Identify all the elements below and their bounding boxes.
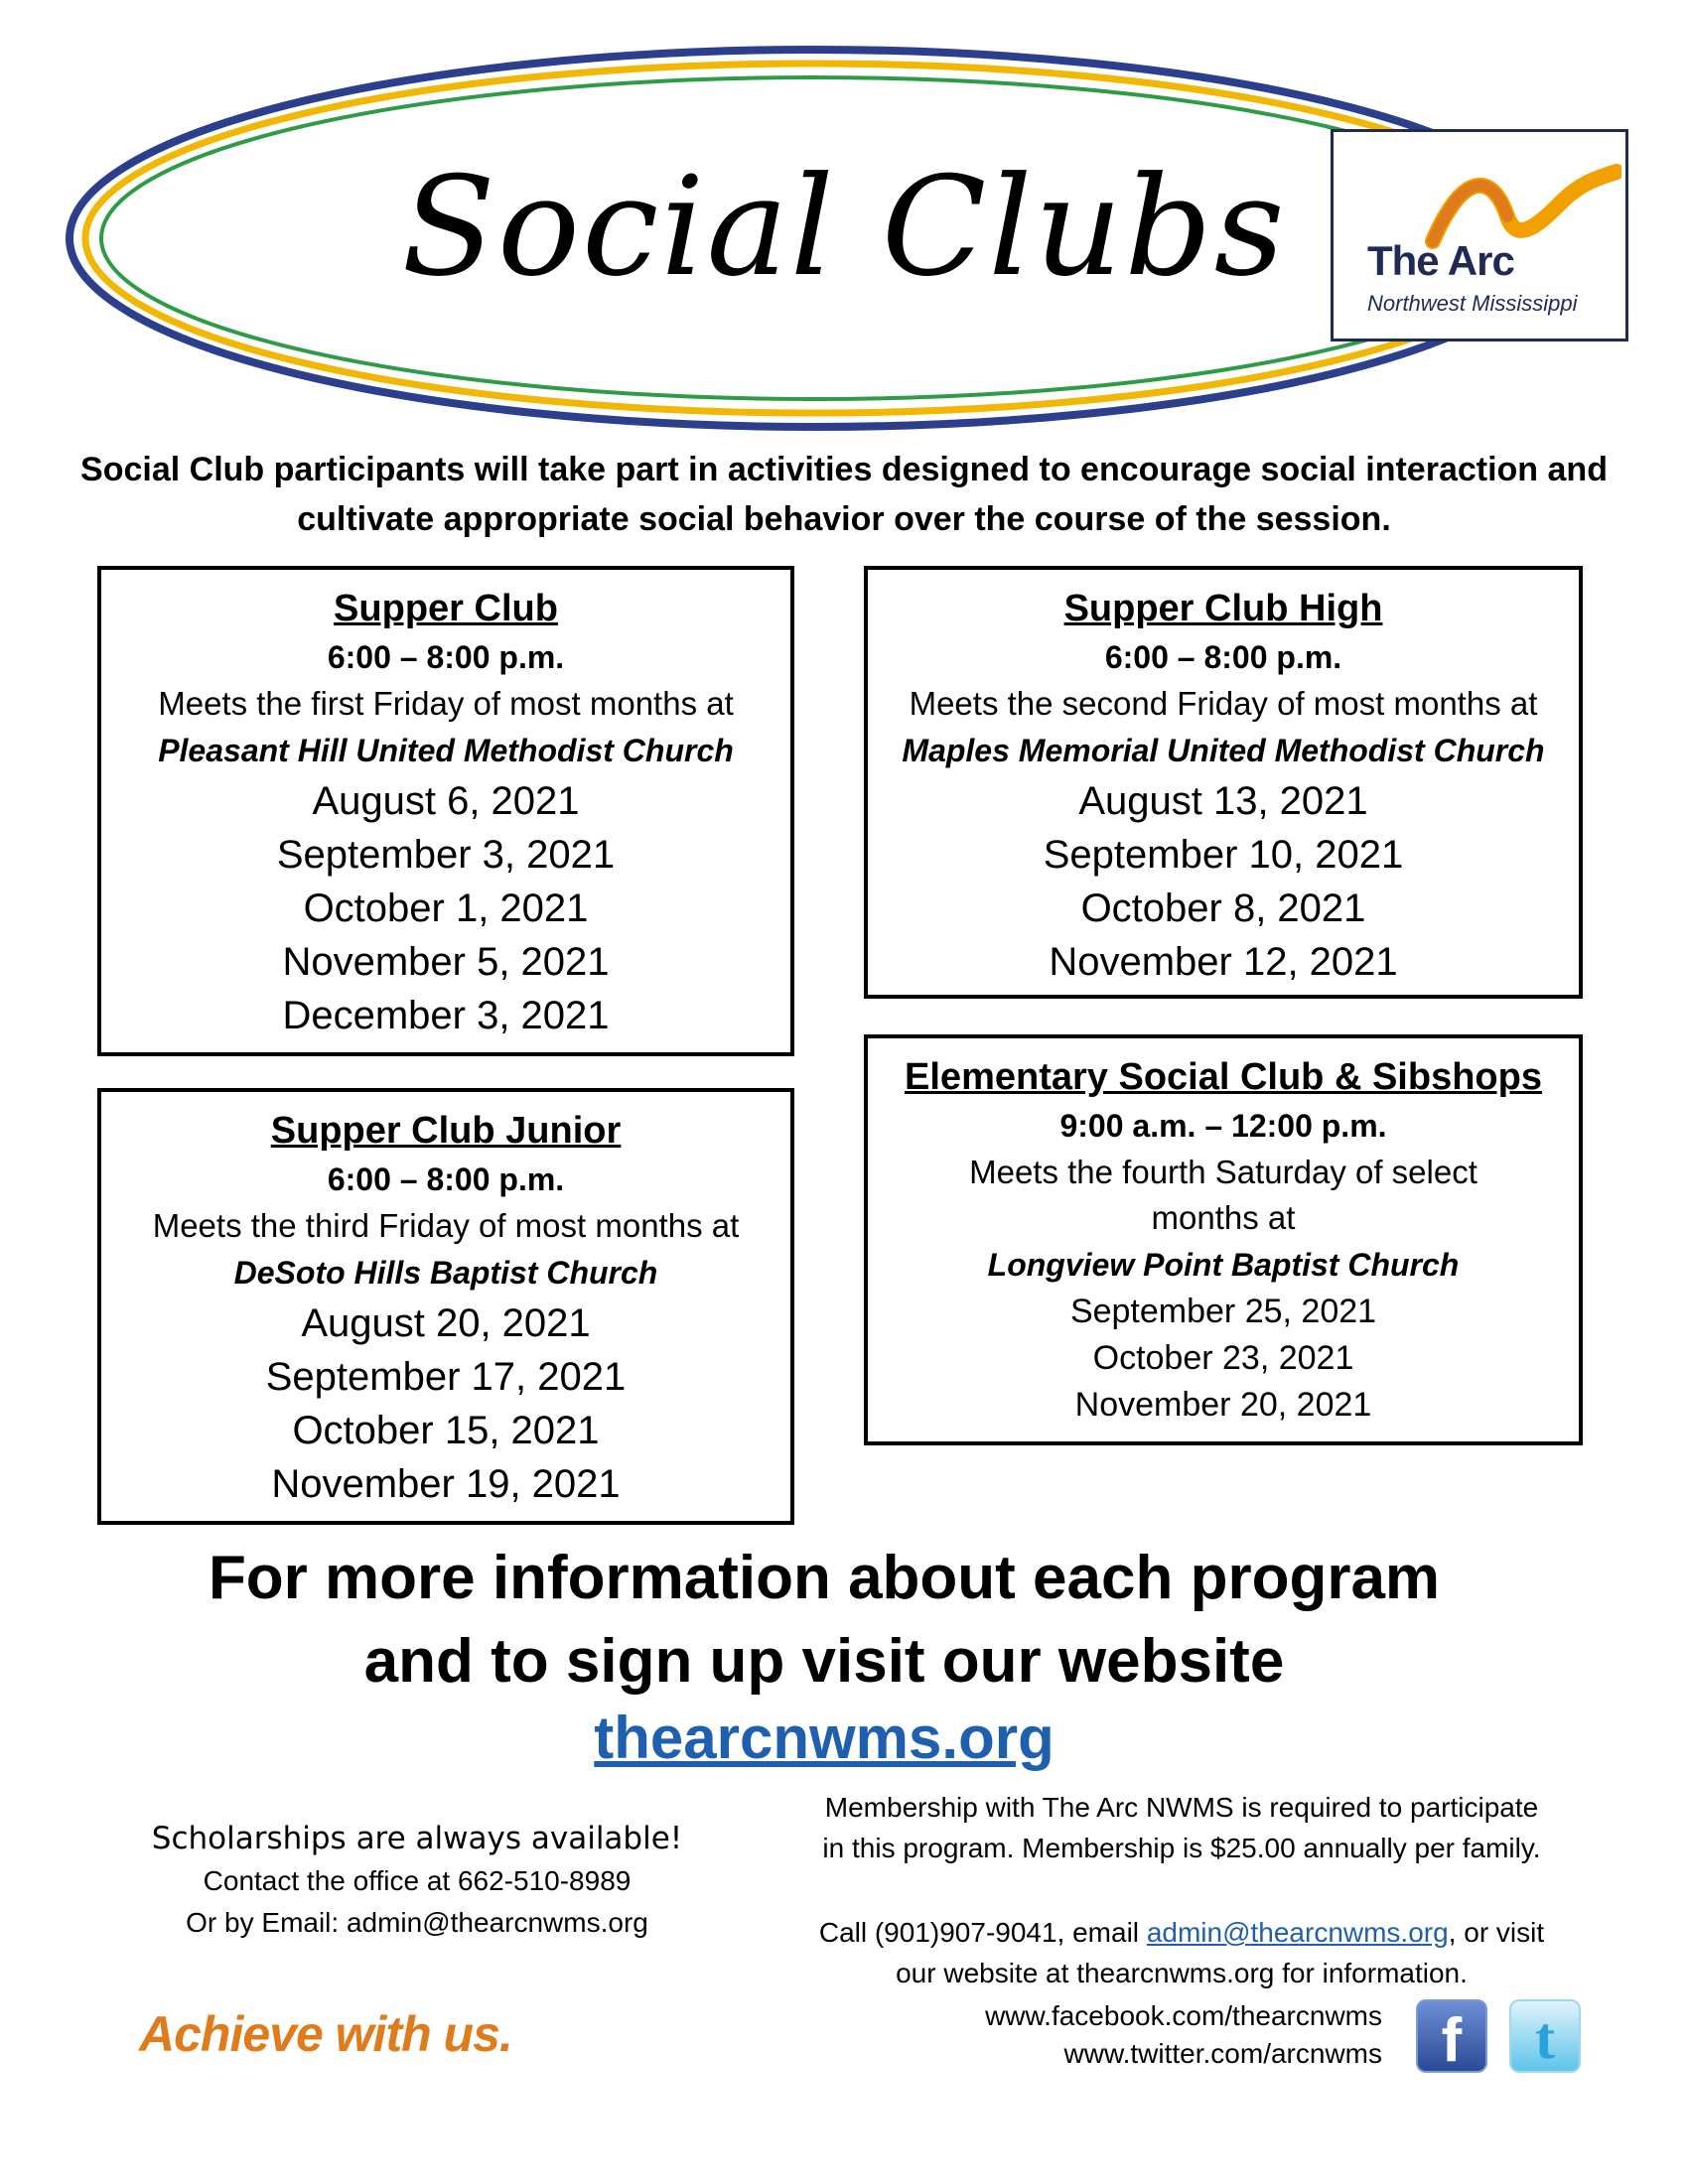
email-link[interactable]: admin@thearcnwms.org [1146,1917,1449,1948]
logo-name: The Arc [1367,237,1514,284]
club-meets: Meets the third Friday of most months at [152,1207,740,1244]
club-date: August 20, 2021 [301,1301,591,1345]
club-dates [868,774,1579,989]
club-date: November 12, 2021 [1049,940,1398,984]
club-date: October 15, 2021 [292,1409,600,1452]
club-date: September 25, 2021 [1069,1293,1377,1330]
club-place: Pleasant Hill United Methodist Church [158,733,734,768]
club-time: 9:00 a.m. – 12:00 p.m. [1059,1108,1387,1144]
club-date: August 6, 2021 [312,779,580,823]
membership-block [735,1787,1628,1993]
club-name: Elementary Social Club & Sibshops [905,1056,1542,1098]
club-box-supper-club-junior [97,1088,794,1525]
club-name: Supper Club [334,588,558,629]
membership-line-4: our website at thearcnwms.org for information. [896,1958,1468,1988]
intro-text: Social Club participants will take part in activities designed to encourage social interaction and cultivate appropriate social behavior over the course of the session. [80,451,1608,538]
membership-call-line [735,1912,1628,1953]
social-links [774,1997,1382,2073]
club-name: Supper Club High [1063,588,1383,629]
membership-line-2: in this program. Membership is $25.00 annually per family. [822,1833,1541,1863]
club-place: Maples Memorial United Methodist Church [902,733,1545,768]
scholarship-contact: Contact the office at 662-510-8989 [203,1865,632,1896]
more-info-line-1: For more information about each program [208,1544,1441,1612]
club-date: August 13, 2021 [1078,779,1368,823]
club-date: November 5, 2021 [282,940,610,984]
club-meets: Meets the fourth Saturday of select months at [969,1154,1477,1236]
club-meets: Meets the second Friday of most months at [909,685,1538,722]
club-dates [868,1289,1579,1429]
club-time: 6:00 – 8:00 p.m. [327,639,565,675]
club-date: November 20, 2021 [1074,1386,1372,1424]
club-place: Longview Point Baptist Church [987,1247,1460,1283]
club-box-elementary-social-club [864,1034,1583,1445]
logo-subtitle: Northwest Mississippi [1367,291,1578,316]
membership-line-1: Membership with The Arc NWMS is required to participate [824,1792,1539,1823]
club-date: October 8, 2021 [1080,887,1366,930]
club-date: September 10, 2021 [1043,833,1404,877]
club-date: November 19, 2021 [271,1462,621,1506]
club-date: October 1, 2021 [303,887,589,930]
scholarship-email: Or by Email: admin@thearcnwms.org [186,1907,648,1938]
club-date: September 17, 2021 [265,1355,627,1399]
page-title: Social Clubs [401,147,1287,307]
club-box-supper-club [97,566,794,1056]
club-date: October 23, 2021 [1092,1339,1354,1377]
facebook-url[interactable]: www.facebook.com/thearcnwms [985,2000,1382,2031]
club-date: December 3, 2021 [282,994,610,1037]
website-link[interactable]: thearcnwms.org [594,1705,1055,1771]
tagline: Achieve with us. [139,2006,512,2062]
more-info-heading [0,1537,1648,1704]
club-time: 6:00 – 8:00 p.m. [327,1161,565,1197]
more-info-line-2: and to sign up visit our website [363,1627,1285,1696]
club-time: 6:00 – 8:00 p.m. [1104,639,1342,675]
call-suffix: , or visit [1448,1917,1545,1948]
arc-logo [1331,129,1628,341]
club-meets: Meets the first Friday of most months at [158,685,734,722]
twitter-icon[interactable]: t [1509,1999,1581,2073]
club-dates [101,774,790,1042]
club-dates [101,1297,790,1511]
club-box-supper-club-high [864,566,1583,999]
scholarship-heading: Scholarships are always available! [151,1821,683,1856]
twitter-url[interactable]: www.twitter.com/arcnwms [1063,2038,1382,2069]
club-name: Supper Club Junior [270,1110,622,1152]
call-prefix: Call (901)907-9041, email [818,1917,1147,1948]
facebook-icon[interactable]: f [1416,1999,1487,2073]
club-place: DeSoto Hills Baptist Church [233,1255,658,1291]
scholarship-block [109,1817,725,1944]
club-date: September 3, 2021 [276,833,616,877]
